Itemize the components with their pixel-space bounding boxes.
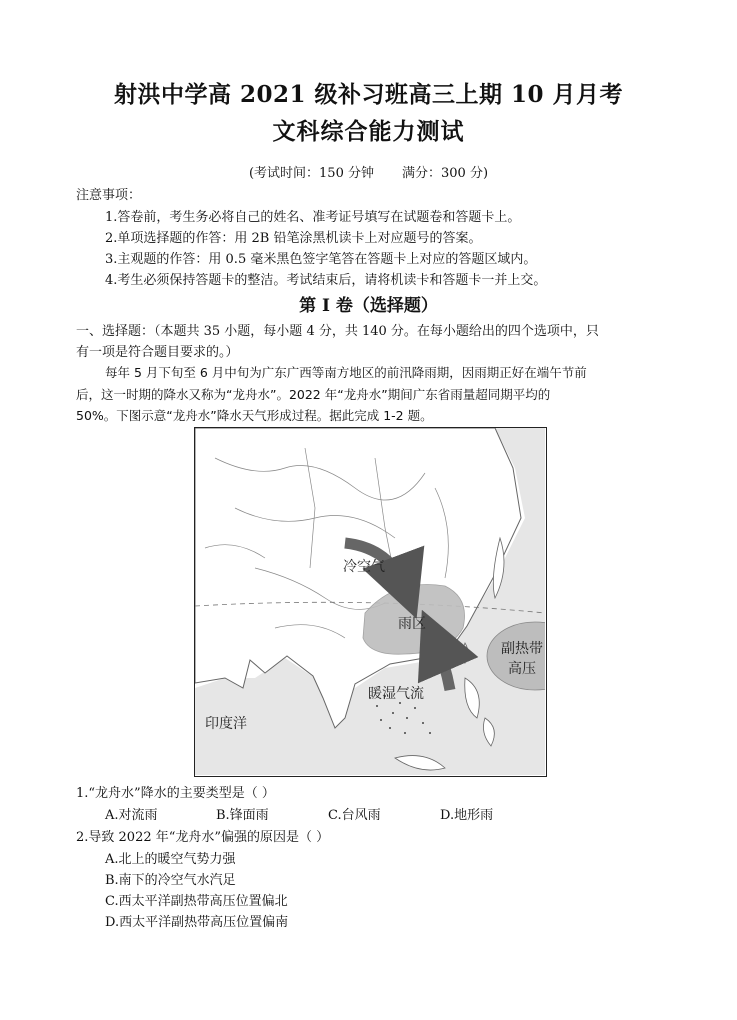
notice-heading: 注意事项：: [76, 188, 142, 203]
exam-subtitle: 文科综合能力测试: [272, 118, 465, 145]
ocean-label: 印度洋: [205, 716, 247, 732]
exam-info: [0, 162, 737, 181]
option-c: C.台风雨: [328, 808, 381, 823]
passage-line: 后，这一时期的降水又称为“龙舟水”。2022 年“龙舟水”期间广东省雨量超同期平均的: [76, 387, 551, 402]
subtropical-high-label: 高压: [508, 661, 536, 677]
passage-line: 50%。下图示意“龙舟水”降水天气形成过程。据此完成 1-2 题。: [76, 408, 433, 423]
cold-air-label: 冷空气: [343, 559, 385, 575]
notice-item: 1.答卷前，考生务必将自己的姓名、准考证号填写在试题卷和答题卡上。: [105, 210, 521, 225]
option-c: C.西太平洋副热带高压位置偏北: [105, 894, 288, 909]
section-intro: 一、选择题：（本题共 35 小题，每小题 4 分，共 140 分。在每小题给出的四个选项中，只: [76, 324, 599, 339]
option-d: D.西太平洋副热带高压位置偏南: [105, 915, 289, 930]
warm-flow-label: 暖湿气流: [368, 686, 424, 702]
subtropical-high-label: 副热带: [501, 641, 543, 657]
section-intro: 有一项是符合题目要求的。）: [76, 345, 239, 360]
passage-line: 每年 5 月下旬至 6 月中旬为广东广西等南方地区的前汛降雨期，因雨期正好在端午节前: [105, 365, 587, 380]
question-stem: 2.导致 2022 年“龙舟水”偏强的原因是（ ）: [76, 830, 330, 845]
notice-item: 2.单项选择题的作答：用 2B 铅笔涂黑机读卡上对应题号的答案。: [105, 231, 482, 246]
notice-item: 3.主观题的作答：用 0.5 毫米黑色签字笔答在答题卡上对应的答题区域内。: [105, 252, 537, 267]
exam-title: 射洪中学高 2021 级补习班高三上期 10 月月考: [113, 81, 624, 108]
option-b: B.南下的冷空气水汽足: [105, 873, 236, 888]
rain-area-label: 雨区: [398, 616, 426, 632]
option-d: D.地形雨: [440, 808, 494, 823]
section-title: 第 I 卷（选择题）: [299, 296, 438, 316]
exam-time: (考试时间：150 分钟: [248, 166, 374, 181]
option-a: A.北上的暖空气势力强: [105, 852, 236, 867]
option-b: B.锋面雨: [216, 808, 269, 823]
weather-map: [194, 427, 547, 777]
question-stem: 1.“龙舟水”降水的主要类型是（ ）: [76, 786, 275, 801]
full-score: 满分：300 分): [402, 166, 489, 181]
notice-item: 4.考生必须保持答题卡的整洁。考试结束后，请将机读卡和答题卡一并上交。: [105, 273, 547, 288]
option-a: A.对流雨: [105, 808, 158, 823]
